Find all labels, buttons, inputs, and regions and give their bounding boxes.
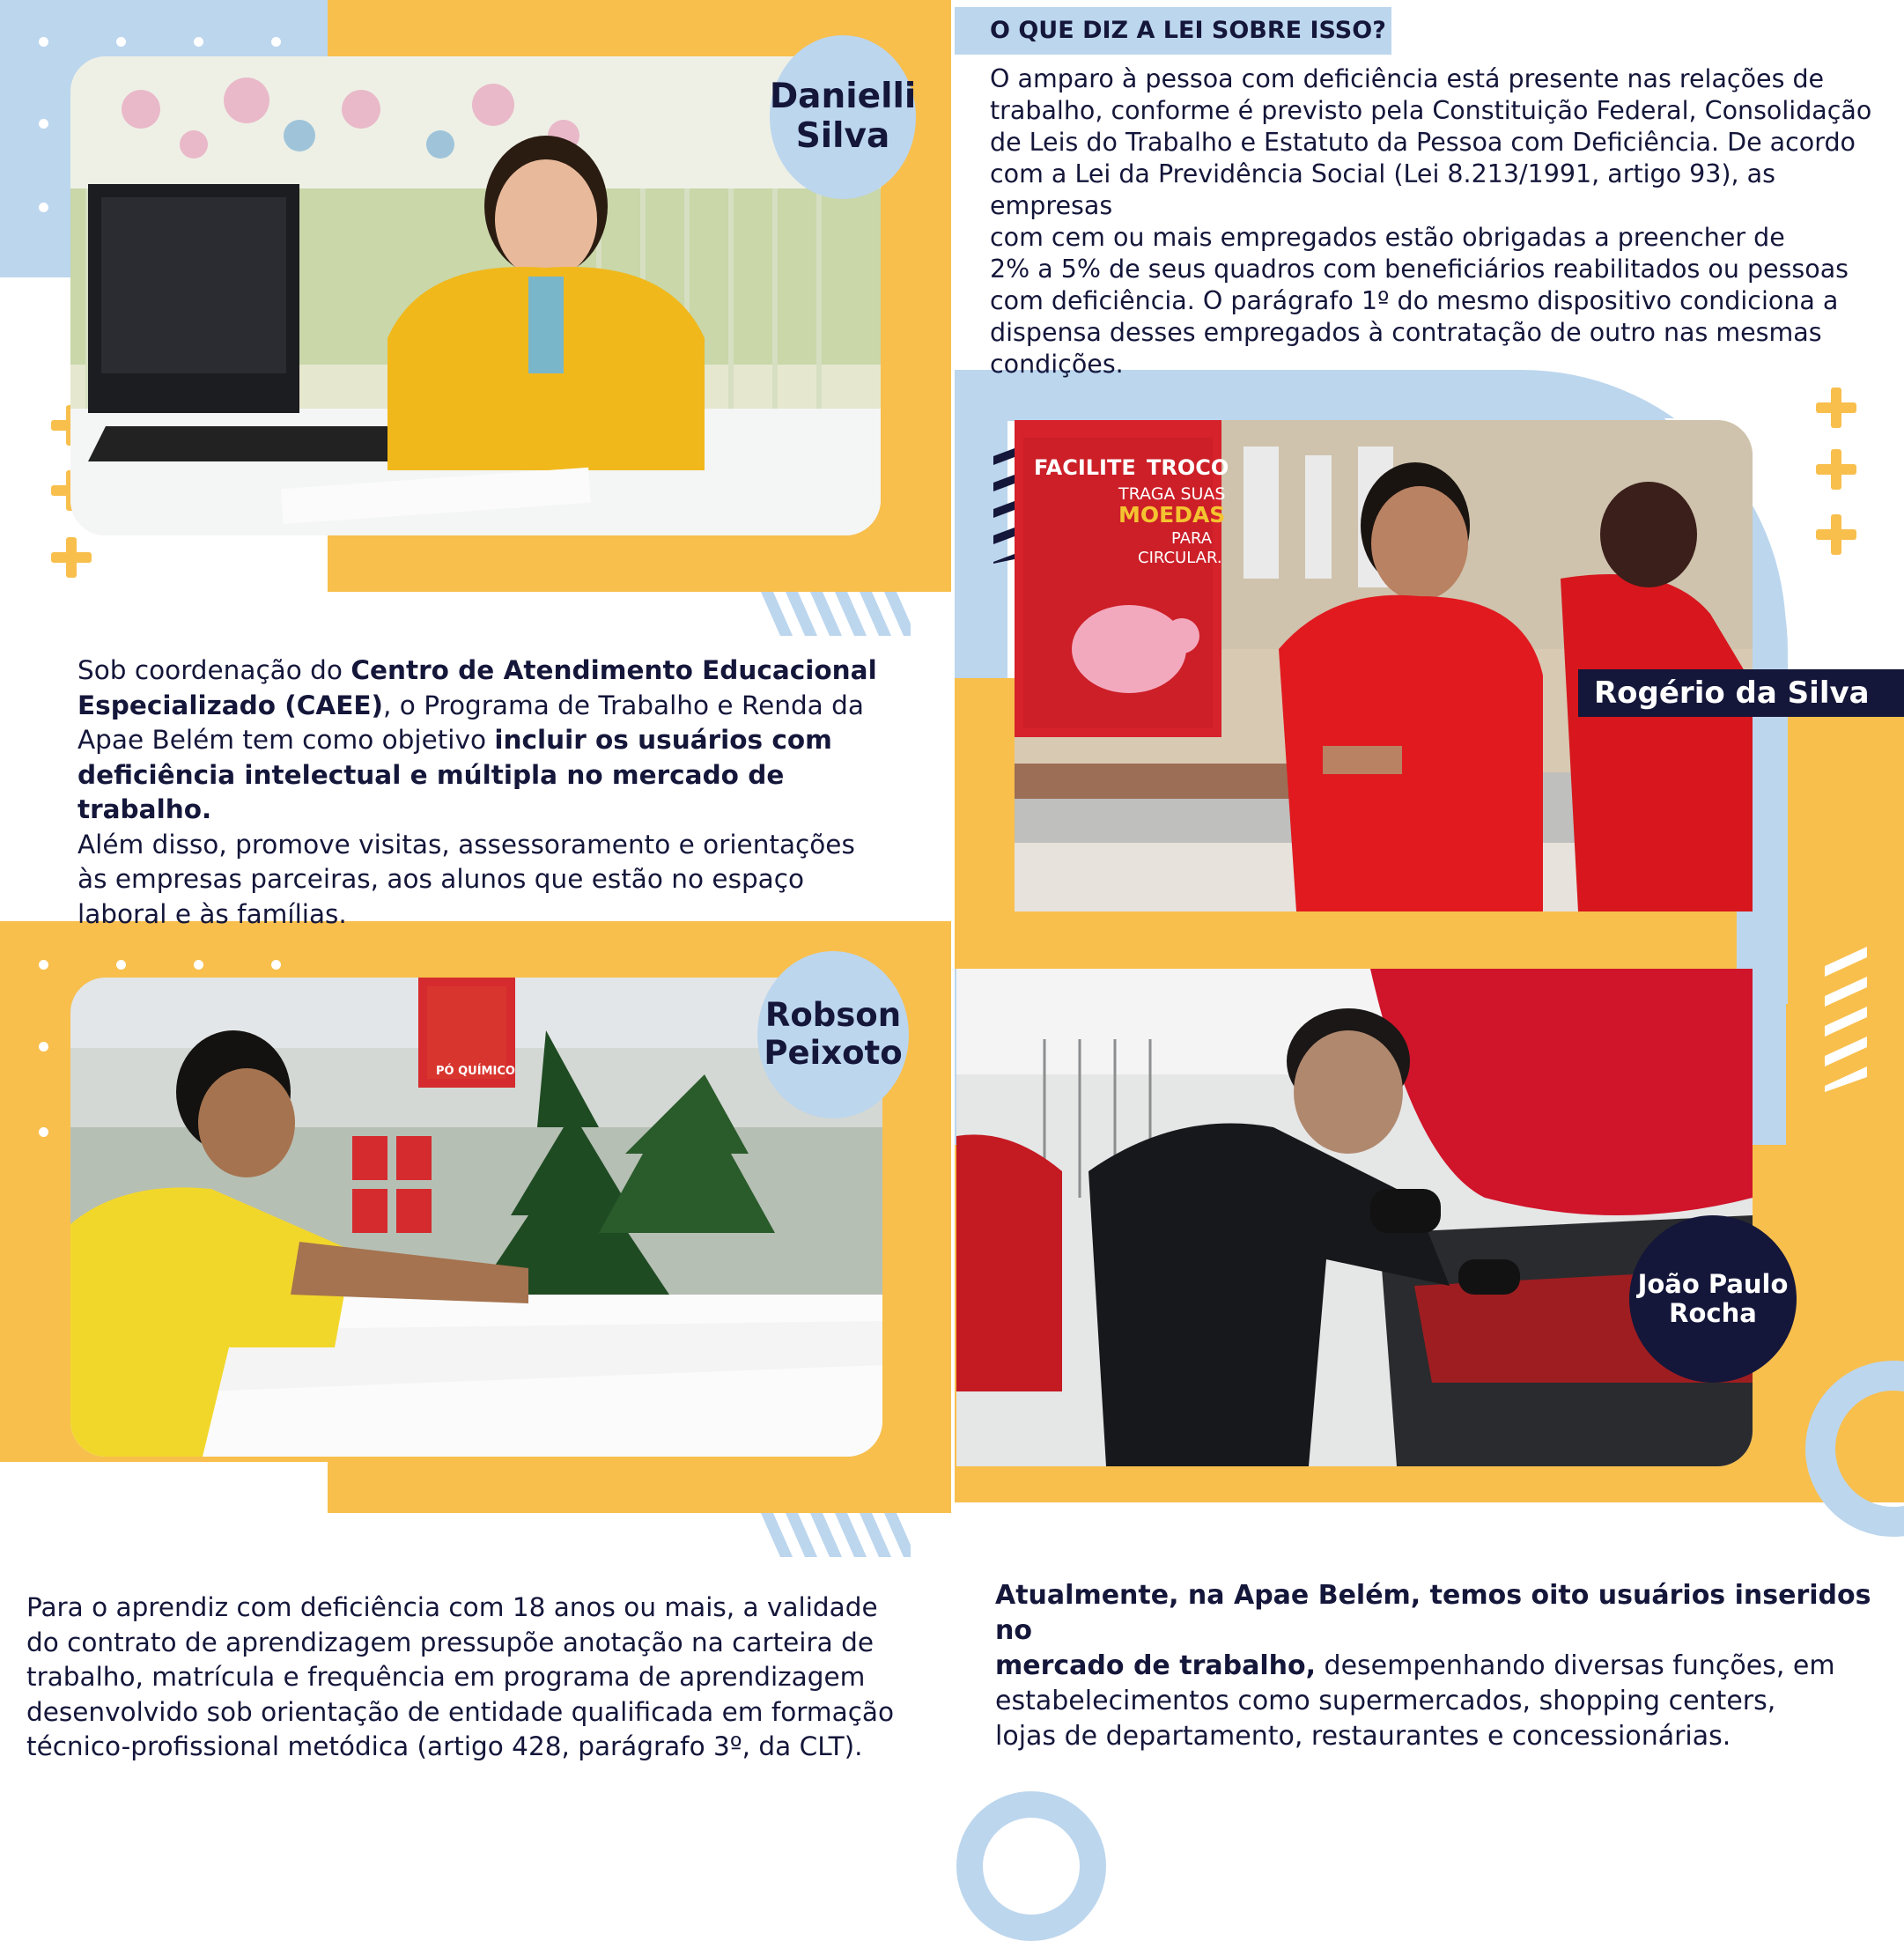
joao-name-line2: Rocha xyxy=(1669,1298,1757,1328)
program-text-4: Além disso, promove visitas, assessoramento e orientações xyxy=(77,829,855,860)
program-paragraph xyxy=(77,653,923,932)
decor-stripes-1 xyxy=(761,592,911,636)
law-line: condições. xyxy=(990,350,1124,379)
current-paragraph xyxy=(995,1578,1885,1754)
photo-rogerio xyxy=(1015,420,1753,911)
program-text-1: Sob coordenação do xyxy=(77,655,351,685)
sign-circular: CIRCULAR. xyxy=(1138,549,1222,567)
law-line: O amparo à pessoa com deficiência está presente nas relações de xyxy=(990,64,1825,93)
apprentice-line: técnico-profissional metódica (artigo 428, parágrafo 3º, da CLT). xyxy=(26,1731,863,1761)
current-text-2: estabelecimentos como supermercados, shopping centers, xyxy=(995,1686,1776,1716)
apprentice-line: desenvolvido sob orientação de entidade qualificada em formação xyxy=(26,1696,895,1727)
program-text-5: às empresas parceiras, aos alunos que estão no espaço xyxy=(77,864,805,894)
law-heading: O QUE DIZ A LEI SOBRE ISSO? xyxy=(990,17,1386,44)
sign-traga: TRAGA SUAS xyxy=(1118,484,1226,504)
apprentice-line: do contrato de aprendizagem pressupõe anotação na carteira de xyxy=(26,1627,874,1657)
decor-plus-3 xyxy=(51,537,92,578)
photo-danielli xyxy=(70,56,881,535)
rogerio-name: Rogério da Silva xyxy=(1594,675,1870,711)
apprentice-line: Para o aprendiz com deficiência com 18 anos ou mais, a validade xyxy=(26,1592,878,1622)
law-line: com deficiência. O parágrafo 1º do mesmo dispositivo condiciona a xyxy=(990,286,1839,315)
decor-plus-4 xyxy=(1816,387,1856,428)
law-line: com cem ou mais empregados estão obrigadas a preencher de xyxy=(990,223,1785,252)
sign-troco: TROCO xyxy=(1147,455,1229,480)
name-banner-rogerio xyxy=(1578,669,1904,717)
name-badge-robson xyxy=(757,951,909,1118)
robson-name-line1: Robson xyxy=(764,996,902,1035)
name-badge-joao xyxy=(1629,1215,1797,1383)
program-bold-3: incluir os usuários com xyxy=(494,725,832,755)
robson-name-line2: Peixoto xyxy=(764,1034,903,1072)
law-line: 2% a 5% de seus quadros com beneficiários reabilitados ou pessoas xyxy=(990,255,1849,284)
apprentice-line: trabalho, matrícula e frequência em programa de aprendizagem xyxy=(26,1662,866,1692)
current-text-3: lojas de departamento, restaurantes e concessionárias. xyxy=(995,1721,1731,1752)
current-bold-2: mercado de trabalho, xyxy=(995,1650,1316,1681)
decor-plus-5 xyxy=(1816,449,1856,490)
sign-facilite: FACILITE xyxy=(1034,455,1136,480)
joao-name-line1: João Paulo xyxy=(1637,1268,1789,1299)
program-bold-4: deficiência intelectual e múltipla no mercado de trabalho. xyxy=(77,759,785,824)
current-bold-1: Atualmente, na Apae Belém, temos oito usuários inseridos no xyxy=(995,1580,1871,1646)
sign-para: PARA xyxy=(1171,529,1213,548)
program-text-2: , o Programa de Trabalho e Renda da xyxy=(383,690,864,720)
danielli-name-line1: Danielli xyxy=(769,77,917,117)
danielli-name-line2: Silva xyxy=(795,116,890,156)
sign-moedas: MOEDAS xyxy=(1118,502,1226,528)
photo-joao xyxy=(956,969,1753,1466)
decor-stripes-white xyxy=(1825,947,1867,1092)
law-line: dispensa desses empregados à contratação de outro nas mesmas xyxy=(990,318,1822,347)
apprentice-paragraph xyxy=(26,1590,951,1765)
decor-stripes-2 xyxy=(761,1513,911,1557)
program-bold-1: Centro de Atendimento Educacional xyxy=(351,655,877,685)
law-line: trabalho, conforme é previsto pela Constituição Federal, Consolidação xyxy=(990,96,1872,125)
bg-white-right-bottom xyxy=(955,1502,1904,1520)
bg-white-under-middle xyxy=(0,1462,328,1515)
sign-po-quimico: PÓ QUÍMICO xyxy=(436,1065,515,1078)
program-text-3: Apae Belém tem como objetivo xyxy=(77,725,495,755)
law-line: de Leis do Trabalho e Estatuto da Pessoa com Deficiência. De acordo xyxy=(990,128,1856,157)
name-badge-danielli xyxy=(770,35,916,199)
decor-ring-bottom xyxy=(956,1791,1106,1941)
current-text-1: desempenhando diversas funções, em xyxy=(1315,1650,1835,1681)
decor-plus-6 xyxy=(1816,514,1856,555)
program-bold-2: Especializado (CAEE) xyxy=(77,690,384,720)
law-line: com a Lei da Previdência Social (Lei 8.213/1991, artigo 93), as empresas xyxy=(990,159,1775,220)
law-paragraph xyxy=(990,63,1879,380)
program-text-6: laboral e às famílias. xyxy=(77,898,347,929)
